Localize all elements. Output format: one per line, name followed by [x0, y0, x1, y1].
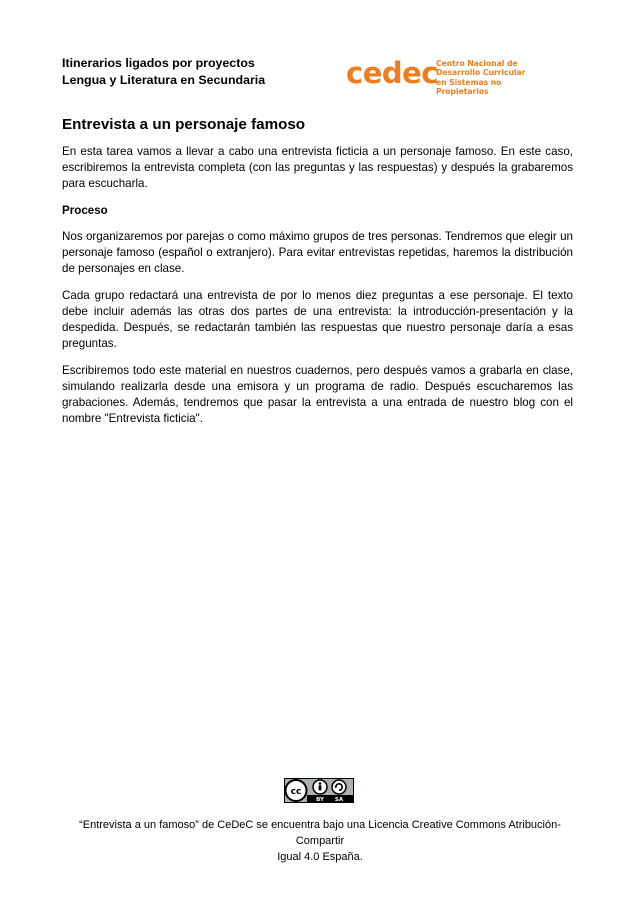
body-paragraph: Nos organizaremos por parejas o como máximo grupos de tres personas. Tendremos que elegir un personaje famoso (español o extranjero). Para evitar entrevistas repetidas, haremos la distribución de personajes en clase.: [62, 230, 573, 275]
body-paragraph: Escribiremos todo este material en nuestros cuadernos, pero después vamos a grabarla en clase, simulando realizarla desde una emisora y un programa de radio. Después escucharemos las grabaciones. Además, tendremos que pasar la entrevista a una entrada de nuestro blog con el nombre "Entrevista ficticia".: [62, 364, 573, 425]
badge-by-text: BY: [316, 797, 324, 803]
header-itinerary-title: Itinerarios ligados por proyectos: [62, 56, 255, 70]
logo-subtitle-line: en Sistemas no Propietarios: [436, 77, 502, 97]
logo-wordmark: cedec: [346, 56, 438, 90]
document-body: [62, 110, 573, 438]
intro-paragraph: En esta tarea vamos a llevar a cabo una entrevista ficticia a un personaje famoso. En este caso, escribiremos la entrevista completa (con las preguntas y las respuestas) y después la grabaremos para escucharla.: [62, 145, 573, 190]
body-paragraph: Cada grupo redactará una entrevista de por lo menos diez preguntas a ese personaje. El texto debe incluir además las otras dos partes de una entrevista: la introducción-presentación y la despedida. Después, se redactarán también las respuestas que nuestro personaje daría a esas preguntas.: [62, 289, 573, 350]
document-header: [62, 55, 265, 89]
section-title-proceso: Proceso: [62, 204, 108, 217]
page-title: Entrevista a un personaje famoso: [62, 116, 306, 133]
license-text-line: “Entrevista a un famoso” de CeDeC se encuentra bajo una Licencia Creative Commons Atribución-Compartir: [79, 819, 561, 847]
logo-subtitle-line: Centro Nacional de: [436, 59, 518, 68]
license-footer: [62, 817, 578, 865]
badge-sa-text: SA: [334, 797, 344, 803]
cc-by-sa-icon: [284, 778, 354, 803]
logo-subtitle: [436, 59, 536, 97]
license-text-line: Igual 4.0 España.: [277, 851, 363, 863]
logo-subtitle-line: Desarrollo Curricular: [436, 68, 526, 78]
cc-license-badge[interactable]: [284, 778, 354, 803]
badge-cc-text: cc: [290, 787, 302, 797]
header-subject-title: Lengua y Literatura en Secundaria: [62, 73, 266, 87]
cedec-logo: [346, 55, 536, 97]
